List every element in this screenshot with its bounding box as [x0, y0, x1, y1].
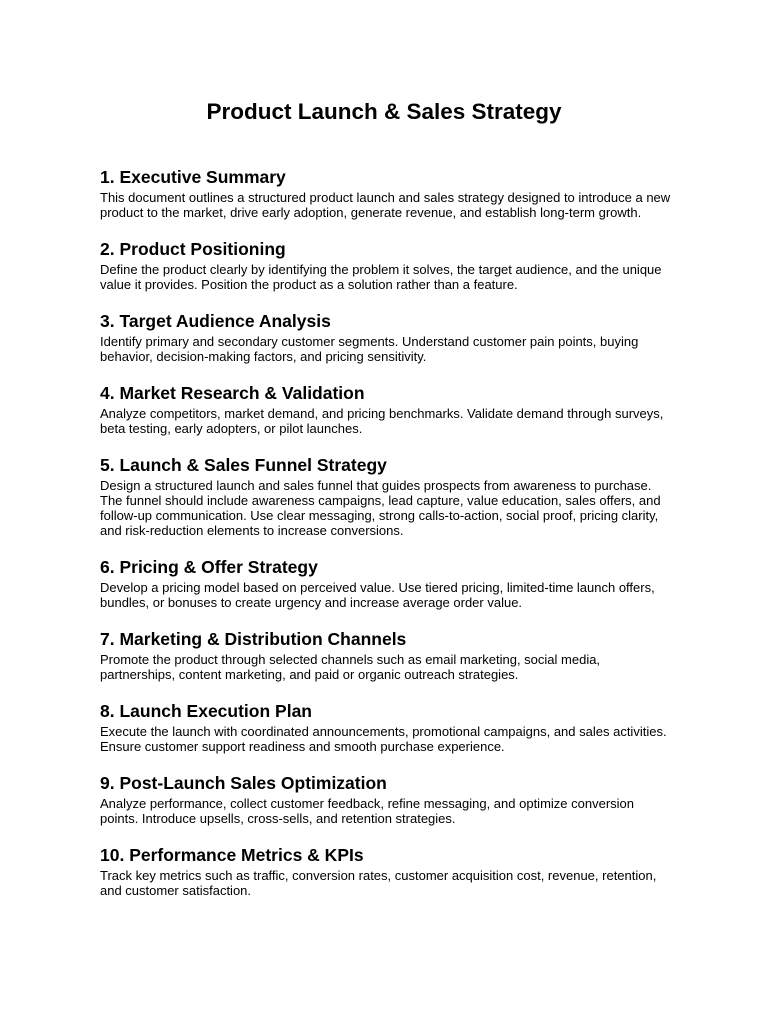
section-heading: 3. Target Audience Analysis — [100, 310, 331, 331]
section-body: Identify primary and secondary customer segments. Understand customer pain points, buying behavior, decision-making factors, and pricing sensitivity. — [100, 334, 639, 365]
section-pricing-offer-strategy — [100, 556, 672, 610]
section-product-positioning — [100, 238, 672, 292]
section-heading: 10. Performance Metrics & KPIs — [100, 844, 364, 865]
section-executive-summary — [100, 166, 672, 220]
section-performance-metrics-kpis — [100, 844, 672, 898]
section-heading: 5. Launch & Sales Funnel Strategy — [100, 454, 387, 475]
sections-list — [100, 166, 672, 916]
section-post-launch-sales-optimization — [100, 772, 672, 826]
section-target-audience-analysis — [100, 310, 672, 364]
section-heading: 9. Post-Launch Sales Optimization — [100, 772, 387, 793]
section-marketing-distribution-channels — [100, 628, 672, 682]
section-body: Execute the launch with coordinated announcements, promotional campaigns, and sales activities. Ensure customer support readiness and smooth purchase experience. — [100, 724, 667, 755]
section-body: Promote the product through selected channels such as email marketing, social media, partnerships, content marketing, and paid or organic outreach strategies. — [100, 652, 601, 683]
section-body: Analyze performance, collect customer feedback, refine messaging, and optimize conversion points. Introduce upsells, cross-sells, and retention strategies. — [100, 796, 634, 827]
section-heading: 6. Pricing & Offer Strategy — [100, 556, 318, 577]
section-heading: 2. Product Positioning — [100, 238, 286, 259]
document-title: Product Launch & Sales Strategy — [206, 99, 562, 124]
section-body: Track key metrics such as traffic, conversion rates, customer acquisition cost, revenue, retention, and customer satisfaction. — [100, 868, 657, 899]
section-heading: 7. Marketing & Distribution Channels — [100, 628, 407, 649]
section-body: Analyze competitors, market demand, and pricing benchmarks. Validate demand through surveys, beta testing, early adopters, or pilot launches. — [100, 406, 664, 437]
section-heading: 4. Market Research & Validation — [100, 382, 365, 403]
section-launch-sales-funnel-strategy — [100, 454, 672, 538]
section-body: Define the product clearly by identifying the problem it solves, the target audience, and the unique value it provides. Position the product as a solution rather than a feature. — [100, 262, 662, 293]
section-heading: 1. Executive Summary — [100, 167, 286, 187]
section-launch-execution-plan — [100, 700, 672, 754]
section-heading: 8. Launch Execution Plan — [100, 700, 312, 721]
section-body: Design a structured launch and sales funnel that guides prospects from awareness to purchase. The funnel should include awareness campaigns, lead capture, value education, sales offers, and follow-up communication. Use clear messaging, strong calls-to-action, social proof, pricing clarity, and risk-reduction elements to increase conversions. — [100, 478, 661, 539]
section-body: Develop a pricing model based on perceived value. Use tiered pricing, limited-time launch offers, bundles, or bonuses to create urgency and increase average order value. — [100, 580, 655, 611]
section-market-research-validation — [100, 382, 672, 436]
section-body: This document outlines a structured product launch and sales strategy designed to introduce a new product to the market, drive early adoption, generate revenue, and establish long-term growth. — [100, 190, 671, 221]
